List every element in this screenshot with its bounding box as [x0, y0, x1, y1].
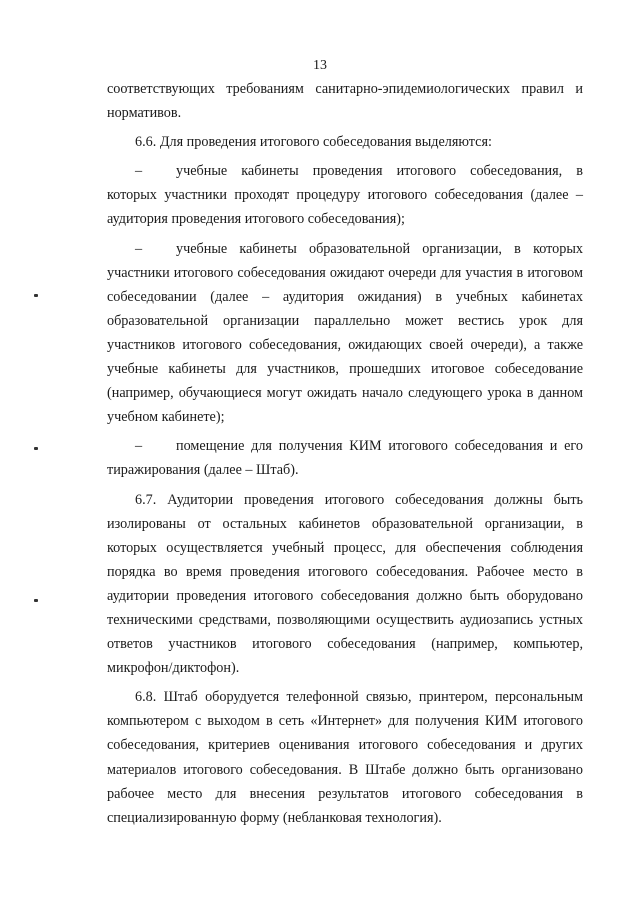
list-item-text: учебные кабинеты образовательной организации, в которых участники итогового собеседования ожидают очереди для участия в итоговом собеседовании (далее – аудитория ожидания) в учебных кабинетах образовательной организации параллельно может вестись урок для участников итогового собеседования, ожидающих своей очереди), а также учебные кабинеты для участников, прошедших итоговое собеседование (например, обучающиеся могут ожидать начало следующего урока в данном учебном кабинете); [107, 240, 583, 426]
paragraph-6-6: 6.6. Для проведения итогового собеседования выделяются: [135, 134, 492, 151]
list-item [107, 237, 583, 430]
paragraph-continuation: соответствующих требованиям санитарно-эпидемиологических правил и нормативов. [107, 81, 583, 122]
document-body [107, 77, 583, 830]
scan-speck [34, 294, 38, 297]
dash-marker: – [135, 163, 143, 180]
paragraph-6-8: 6.8. Штаб оборудуется телефонной связью, принтером, персональным компьютером с выходом в сеть «Интернет» для получения КИМ итогового собеседования, критериев оценивания итогового собеседования и других материалов итогового собеседования. В Штабе должно быть организовано рабочее место для внесения результатов итогового собеседования в специализированную форму (небланковая технология). [107, 689, 583, 826]
dash-marker: – [135, 438, 143, 455]
list-item-text: помещение для получения КИМ итогового собеседования и его тиражирования (далее – Штаб). [107, 438, 583, 479]
list-item [107, 434, 583, 482]
scan-speck [34, 447, 38, 450]
scan-speck [34, 599, 38, 602]
list-item [107, 159, 583, 231]
list-item-text: учебные кабинеты проведения итогового собеседования, в которых участники проходят процедуру итогового собеседования (далее – аудитория проведения итогового собеседования); [107, 163, 583, 228]
page-number: 13 [313, 58, 327, 73]
dash-marker: – [135, 240, 143, 257]
paragraph-6-7: 6.7. Аудитории проведения итогового собеседования должны быть изолированы от остальных кабинетов образовательной организации, в которых осуществляется учебный процесс, для обеспечения соблюдения порядка во время проведения итогового собеседования. Рабочее место в аудитории проведения итогового собеседования должно быть оборудовано техническими средствами, позволяющими осуществить аудиозапись устных ответов участников итогового собеседования (например, компьютер, микрофон/диктофон). [107, 491, 583, 677]
